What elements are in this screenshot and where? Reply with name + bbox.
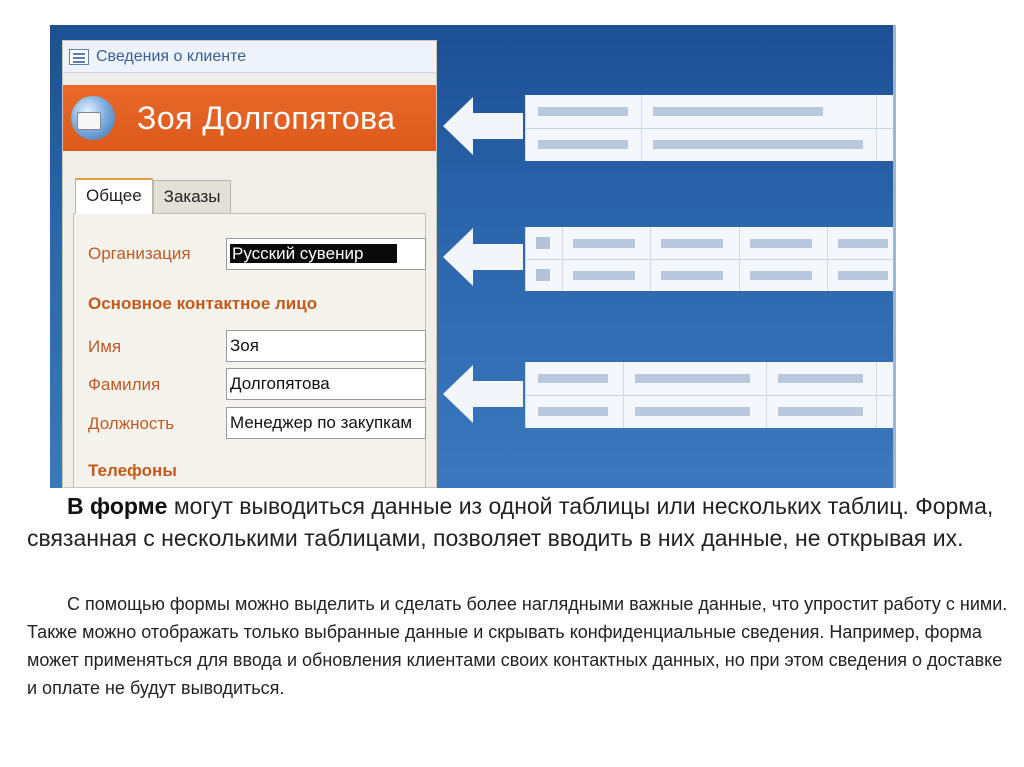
table-preview-1	[525, 95, 896, 161]
contact-card-icon	[71, 96, 115, 140]
last-name-label: Фамилия	[88, 375, 161, 394]
organization-value: Русский сувенир	[230, 244, 397, 263]
position-label: Должность	[88, 414, 175, 433]
tab-orders[interactable]: Заказы	[153, 180, 232, 214]
table-preview-2	[525, 227, 896, 291]
contact-header-banner	[63, 85, 436, 151]
form-illustration	[50, 25, 896, 488]
tab-panel-general	[73, 213, 426, 487]
bold-term: В форме	[67, 493, 168, 519]
organization-field[interactable]	[226, 238, 426, 270]
paragraph-2-text: С помощью формы можно выделить и сделать более наглядными важные данные, что упростит работу с ними. Также можно отображать только выбранные данные и скрывать конфиденциальные сведения. Например, форма может применяться для ввода и обновления клиентами своих контактных данных, но при этом сведения о доставке и оплате не будут выводиться.	[27, 594, 1008, 698]
form-titlebar	[63, 41, 436, 73]
table-preview-3	[525, 362, 896, 428]
tab-general[interactable]: Общее	[75, 178, 153, 214]
contact-name-heading: Зоя Долгопятова	[137, 99, 396, 136]
description-paragraph-1	[27, 490, 1017, 554]
first-name-field[interactable]: Зоя	[226, 330, 426, 362]
illustration-edge	[893, 25, 896, 488]
paragraph-1-text: могут выводиться данные из одной таблицы или нескольких таблиц. Форма, связанная с несколькими таблицами, позволяет вводить в них данные, не открывая их.	[27, 493, 994, 551]
first-name-label: Имя	[88, 337, 122, 356]
organization-label: Организация	[88, 244, 191, 263]
arrow-left-icon	[443, 97, 523, 155]
customer-form-window	[62, 40, 437, 488]
form-tabs	[75, 180, 231, 214]
arrow-left-icon	[443, 365, 523, 423]
description-paragraph-2	[27, 590, 1017, 702]
phones-section-heading: Телефоны	[88, 461, 177, 480]
main-contact-section-heading: Основное контактное лицо	[88, 294, 318, 313]
position-field[interactable]: Менеджер по закупкам	[226, 407, 426, 439]
form-title: Сведения о клиенте	[96, 47, 247, 65]
last-name-field[interactable]: Долгопятова	[226, 368, 426, 400]
arrow-left-icon	[443, 228, 523, 286]
form-icon	[69, 49, 89, 65]
